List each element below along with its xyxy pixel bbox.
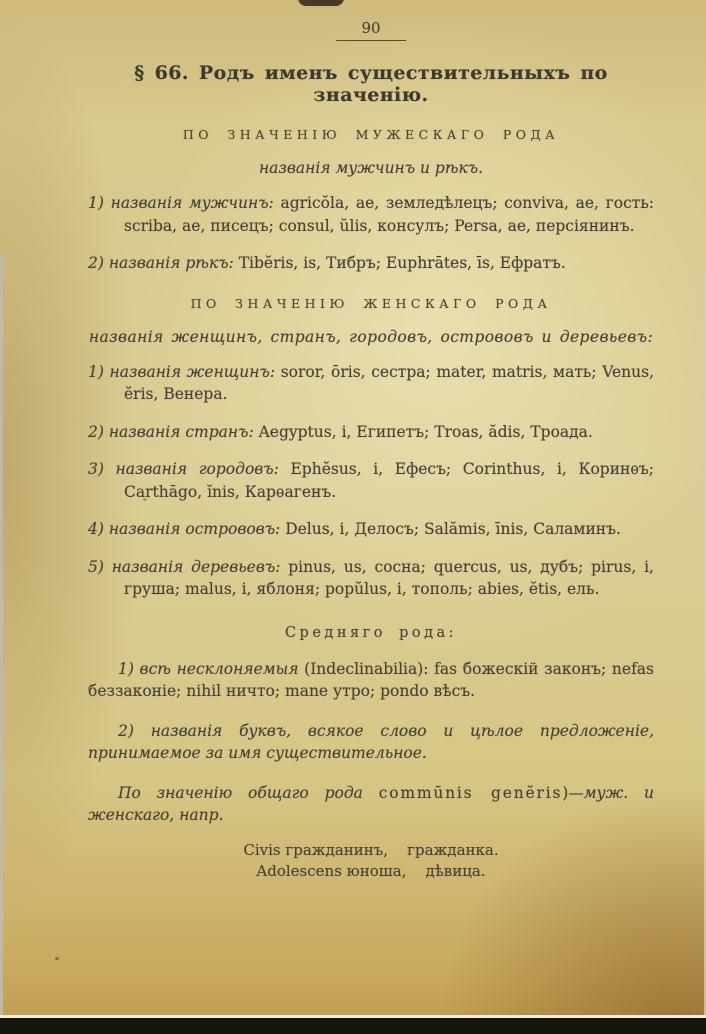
page-text-column [88, 0, 654, 882]
subheading-feminine: названія женщинъ, странъ, городовъ, острововъ и деревьевъ: [88, 327, 654, 346]
feminine-item-4: 4) названія острововъ: Delus, i, Делосъ; Salămis, īnis, Саламинъ. [88, 520, 621, 538]
feminine-item-5: 5) названія деревьевъ: pinus, us, сосна; quercus, us, дубъ; pirus, i, груша; malus, i, яблоня; popŭlus, i, тополь; abies, ĕtis, ель. [88, 557, 654, 598]
scan-bottom-dark-strip [0, 1018, 706, 1034]
example-adolescens: Adolescens юноша, дѣвица. [256, 861, 486, 880]
common-gender-examples [88, 840, 654, 882]
common-gender-paragraph: По значенію общаго рода commūnis genĕris)—муж. и женскаго, напр. [88, 783, 654, 824]
neuter-paragraph-1: 1) всѣ несклоняемыя (Indeclinabilia): fas божескій законъ; nefas беззаконіе; nihil ничто; mane утро; pondo вѣсъ. [88, 659, 654, 700]
feminine-item-1: 1) названія женщинъ: soror, ōris, сестра; mater, matris, мать; Venus, ĕris, Венера. [88, 362, 654, 403]
scan-edge-left [0, 255, 3, 1034]
feminine-item-3: 3) названія городовъ: Ephĕsus, i, Ефесъ; Corinthus, i, Коринѳъ; Carthāgo, ĭnis, Карѳагенъ. [88, 460, 655, 501]
scan-speck [55, 957, 59, 960]
heading-feminine-gender: ПО ЗНАЧЕНІЮ ЖЕНСКАГО РОДА [190, 295, 552, 311]
masculine-item-1: 1) названія мужчинъ: agricŏla, ae, земледѣлецъ; conviva, ae, гость: scriba, ae, писецъ; consul, ŭlis, консулъ; Persa, ae, персіянинъ. [88, 194, 654, 235]
page-number: 90 [88, 0, 654, 41]
subheading-masculine: названія мужчинъ и рѣкъ. [258, 159, 484, 177]
heading-masculine-gender: ПО ЗНАЧЕНІЮ МУЖЕСКАГО РОДА [182, 127, 560, 142]
feminine-item-2: 2) названія странъ: Aegyptus, i, Египетъ; Troas, ădis, Троада. [88, 422, 593, 441]
section-title: § 66. Родъ именъ существительныхъ по значенію. [134, 62, 608, 106]
neuter-paragraph-2: 2) названія буквъ, всякое слово и цѣлое предложеніе, принимаемое за имя существительное. [88, 721, 654, 762]
example-civis: Civis гражданинъ, гражданка. [243, 840, 499, 859]
heading-neuter-gender: Средняго рода: [284, 624, 458, 641]
masculine-item-2: 2) названія рѣкъ: Tibĕris, is, Тибръ; Euphrātes, īs, Ефратъ. [88, 254, 566, 272]
